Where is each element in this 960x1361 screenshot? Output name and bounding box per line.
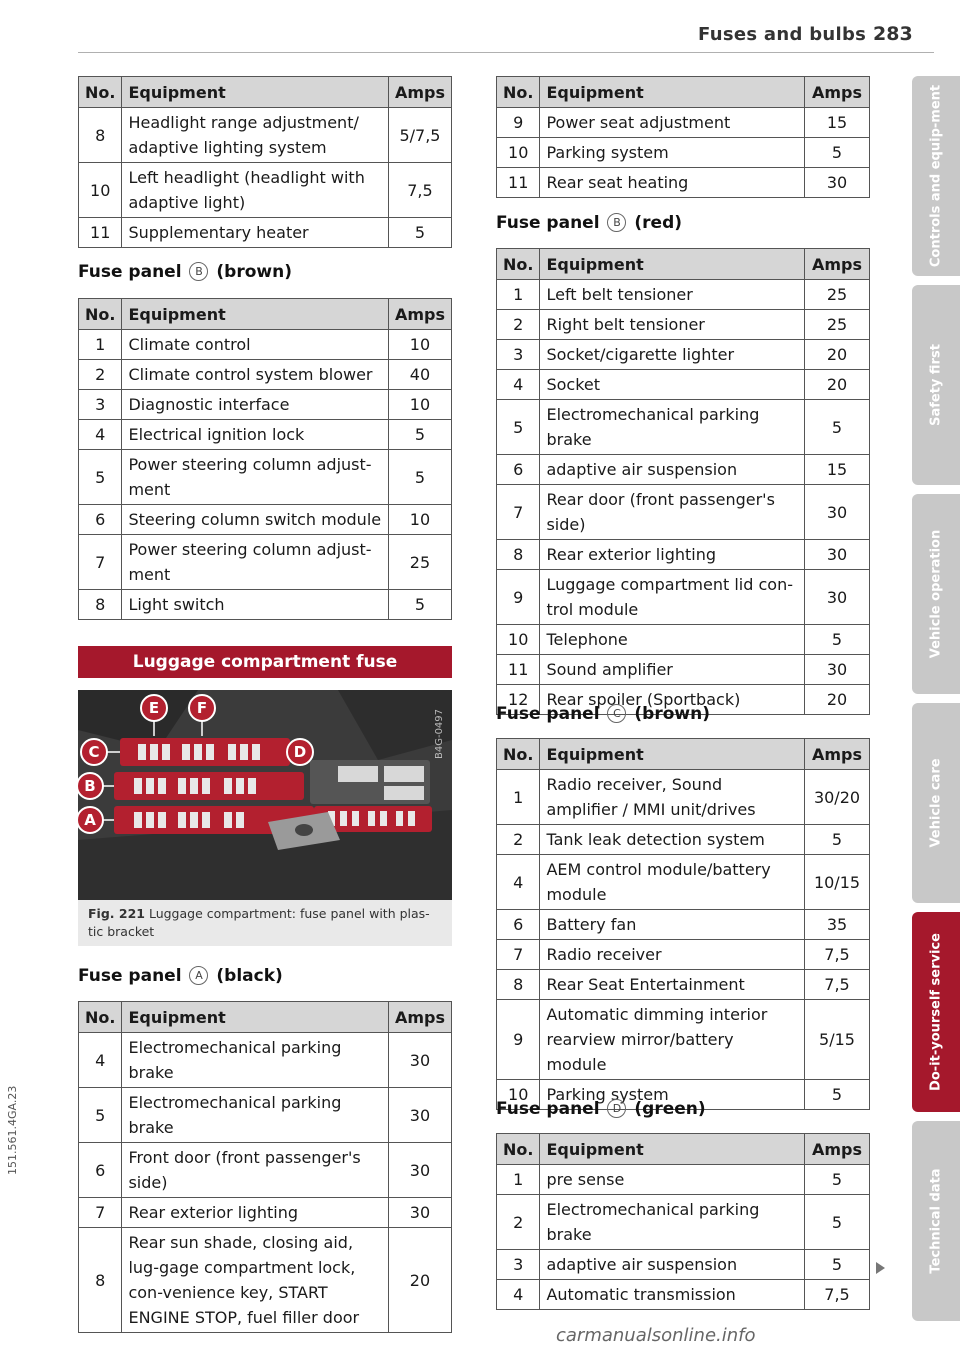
cell-no: 1 <box>497 280 540 310</box>
table-row <box>79 450 452 505</box>
cell-equipment: Luggage compartment lid con-trol module <box>540 570 805 625</box>
col-no: No. <box>79 299 122 330</box>
table-row <box>497 340 870 370</box>
col-no: No. <box>497 1134 540 1165</box>
col-no: No. <box>497 739 540 770</box>
cell-equipment: Rear exterior lighting <box>540 540 805 570</box>
cell-amps: 7,5 <box>805 1280 870 1310</box>
cell-equipment: Automatic dimming interior rearview mirror/battery module <box>540 1000 805 1080</box>
watermark: carmanualsonline.info <box>556 1325 756 1346</box>
heading-panel-b-red: Fuse panel B (red) <box>496 213 683 233</box>
table-row <box>79 1143 452 1198</box>
cell-no: 9 <box>497 108 540 138</box>
col-amps: Amps <box>388 1002 451 1033</box>
cell-equipment: Power seat adjustment <box>540 108 805 138</box>
callout-c-label: C <box>88 743 100 761</box>
table-top-left <box>78 76 452 248</box>
cell-no: 6 <box>79 1143 122 1198</box>
cell-equipment: Diagnostic interface <box>122 390 389 420</box>
cell-amps: 30 <box>388 1033 451 1088</box>
callout-a-label: A <box>84 811 96 829</box>
table-row <box>79 420 452 450</box>
cell-no: 2 <box>497 825 540 855</box>
table-row <box>497 310 870 340</box>
cell-amps: 10 <box>388 330 451 360</box>
table-row <box>497 108 870 138</box>
cell-amps: 30 <box>388 1143 451 1198</box>
cell-equipment: Tank leak detection system <box>540 825 805 855</box>
cell-equipment: Electromechanical parking brake <box>540 400 805 455</box>
cell-equipment: Sound amplifier <box>540 655 805 685</box>
cell-equipment: Socket <box>540 370 805 400</box>
heading-panel-a-black: Fuse panel A (black) <box>78 966 283 986</box>
cell-no: 7 <box>497 485 540 540</box>
cell-amps: 5 <box>805 625 870 655</box>
table-row <box>79 590 452 620</box>
cell-amps: 5 <box>805 825 870 855</box>
cell-amps: 5 <box>805 1165 870 1195</box>
cell-amps: 15 <box>805 108 870 138</box>
col-amps: Amps <box>805 739 870 770</box>
table-row <box>79 218 452 248</box>
cell-equipment: adaptive air suspension <box>540 1250 805 1280</box>
cell-amps: 20 <box>388 1228 451 1333</box>
cell-no: 2 <box>79 360 122 390</box>
table-panel-b-brown <box>78 298 452 620</box>
cell-equipment: Electrical ignition lock <box>122 420 389 450</box>
cell-amps: 7,5 <box>805 940 870 970</box>
cell-equipment: Climate control <box>122 330 389 360</box>
running-header-title: Fuses and bulbs <box>698 24 867 45</box>
cell-no: 1 <box>79 330 122 360</box>
cell-equipment: Power steering column adjust-ment <box>122 535 389 590</box>
page-number: 283 <box>873 23 913 45</box>
figure-code: B4G-0497 <box>434 708 445 760</box>
cell-amps: 20 <box>805 685 870 715</box>
cell-amps: 20 <box>805 340 870 370</box>
cell-no: 10 <box>79 163 122 218</box>
circle-letter-icon: D <box>607 1099 626 1118</box>
table-row <box>497 1250 870 1280</box>
cell-equipment: Socket/cigarette lighter <box>540 340 805 370</box>
cell-amps: 15 <box>805 455 870 485</box>
cell-amps: 5 <box>805 1080 870 1110</box>
col-amps: Amps <box>805 77 870 108</box>
cell-equipment: Front door (front passenger's side) <box>122 1143 389 1198</box>
cell-equipment: Left headlight (headlight with adaptive light) <box>122 163 389 218</box>
table-row <box>79 1198 452 1228</box>
tab-vehicle-care[interactable]: Vehicle care <box>912 703 960 903</box>
table-row <box>497 1165 870 1195</box>
table-row <box>497 855 870 910</box>
table-row <box>497 970 870 1000</box>
cell-no: 11 <box>497 168 540 198</box>
callout-d-label: D <box>293 743 307 761</box>
table-row <box>79 108 452 163</box>
tab-vehicle-operation[interactable]: Vehicle operation <box>912 494 960 694</box>
cell-no: 7 <box>497 940 540 970</box>
figure-caption: Fig. 221 Luggage compartment: fuse panel with plas-tic bracket <box>88 906 430 939</box>
table-row <box>497 370 870 400</box>
table-row <box>79 360 452 390</box>
table-row <box>497 168 870 198</box>
circle-letter-icon: A <box>189 966 208 985</box>
cell-no: 2 <box>497 310 540 340</box>
tab-do-it-yourself[interactable]: Do-it-yourself service <box>912 912 960 1112</box>
table-row <box>497 770 870 825</box>
table-panel-d-green <box>496 1133 870 1310</box>
cell-equipment: adaptive air suspension <box>540 455 805 485</box>
cell-amps: 30 <box>805 655 870 685</box>
cell-equipment: Electromechanical parking brake <box>122 1088 389 1143</box>
cell-no: 7 <box>79 535 122 590</box>
cell-amps: 25 <box>805 280 870 310</box>
cell-equipment: Radio receiver, Sound amplifier / MMI unit/drives <box>540 770 805 825</box>
cell-no: 2 <box>497 1195 540 1250</box>
cell-no: 6 <box>79 505 122 535</box>
cell-amps: 30 <box>805 540 870 570</box>
cell-equipment: Headlight range adjustment/ adaptive lighting system <box>122 108 389 163</box>
heading-panel-c-brown: Fuse panel C (brown) <box>496 704 710 724</box>
cell-amps: 7,5 <box>388 163 451 218</box>
cell-equipment: Telephone <box>540 625 805 655</box>
table-row <box>497 1280 870 1310</box>
table-row <box>497 570 870 625</box>
cell-amps: 5/15 <box>805 1000 870 1080</box>
col-no: No. <box>79 77 122 108</box>
col-amps: Amps <box>805 1134 870 1165</box>
table-row <box>497 138 870 168</box>
cell-no: 6 <box>497 910 540 940</box>
cell-no: 4 <box>497 1280 540 1310</box>
cell-equipment: Rear sun shade, closing aid, lug-gage compartment lock, con-venience key, START ENGINE STOP, fuel filler door <box>122 1228 389 1333</box>
tab-safety-first[interactable]: Safety first <box>912 285 960 485</box>
continue-arrow-icon <box>876 1262 885 1274</box>
cell-no: 1 <box>497 770 540 825</box>
cell-no: 4 <box>497 855 540 910</box>
cell-amps: 30 <box>388 1198 451 1228</box>
cell-equipment: Rear door (front passenger's side) <box>540 485 805 540</box>
cell-equipment: Radio receiver <box>540 940 805 970</box>
cell-amps: 40 <box>388 360 451 390</box>
col-amps: Amps <box>805 249 870 280</box>
cell-equipment: Rear seat heating <box>540 168 805 198</box>
cell-equipment: Parking system <box>540 1080 805 1110</box>
circle-letter-icon: B <box>189 262 208 281</box>
table-row <box>497 1195 870 1250</box>
cell-amps: 5 <box>388 218 451 248</box>
callout-b-label: B <box>84 777 96 795</box>
table-row <box>497 540 870 570</box>
table-row <box>497 910 870 940</box>
col-equipment: Equipment <box>122 1002 389 1033</box>
cell-amps: 30 <box>805 570 870 625</box>
table-row <box>79 505 452 535</box>
table-row <box>79 1088 452 1143</box>
cell-equipment: Light switch <box>122 590 389 620</box>
cell-amps: 30 <box>388 1088 451 1143</box>
fuse-box-illustration <box>78 690 452 900</box>
cell-amps: 25 <box>805 310 870 340</box>
cell-equipment: Steering column switch module <box>122 505 389 535</box>
cell-no: 4 <box>497 370 540 400</box>
section-banner: Luggage compartment fuse <box>78 646 452 678</box>
table-panel-b-red <box>496 248 870 715</box>
cell-amps: 10/15 <box>805 855 870 910</box>
col-amps: Amps <box>388 299 451 330</box>
table-row <box>79 390 452 420</box>
cell-equipment: Supplementary heater <box>122 218 389 248</box>
cell-equipment: Electromechanical parking brake <box>540 1195 805 1250</box>
cell-no: 5 <box>497 400 540 455</box>
cell-equipment: Power steering column adjust-ment <box>122 450 389 505</box>
tab-technical-data[interactable]: Technical data <box>912 1121 960 1321</box>
table-top-right <box>496 76 870 198</box>
heading-panel-b-brown: Fuse panel B (brown) <box>78 262 292 282</box>
circle-letter-icon: B <box>607 213 626 232</box>
cell-equipment: Rear spoiler (Sportback) <box>540 685 805 715</box>
cell-no: 7 <box>79 1198 122 1228</box>
cell-equipment: Rear Seat Entertainment <box>540 970 805 1000</box>
cell-amps: 5 <box>805 1195 870 1250</box>
cell-amps: 5 <box>388 590 451 620</box>
cell-amps: 10 <box>388 505 451 535</box>
cell-no: 11 <box>497 655 540 685</box>
table-row <box>79 330 452 360</box>
cell-amps: 10 <box>388 390 451 420</box>
cell-no: 9 <box>497 570 540 625</box>
cell-amps: 5 <box>805 1250 870 1280</box>
cell-amps: 20 <box>805 370 870 400</box>
table-row <box>79 1228 452 1333</box>
cell-amps: 7,5 <box>805 970 870 1000</box>
cell-amps: 5 <box>388 450 451 505</box>
heading-panel-d-green: Fuse panel D (green) <box>496 1099 706 1119</box>
cell-no: 10 <box>497 625 540 655</box>
cell-no: 12 <box>497 685 540 715</box>
table-row <box>497 625 870 655</box>
cell-amps: 30 <box>805 168 870 198</box>
cell-amps: 5 <box>805 400 870 455</box>
table-row <box>497 455 870 485</box>
cell-no: 8 <box>497 970 540 1000</box>
table-row <box>497 485 870 540</box>
cell-no: 8 <box>79 108 122 163</box>
table-panel-a-black <box>78 1001 452 1333</box>
table-row <box>497 280 870 310</box>
cell-no: 4 <box>79 1033 122 1088</box>
circle-letter-icon: C <box>607 704 626 723</box>
cell-no: 5 <box>79 450 122 505</box>
cell-equipment: Climate control system blower <box>122 360 389 390</box>
cell-equipment: Right belt tensioner <box>540 310 805 340</box>
cell-no: 1 <box>497 1165 540 1195</box>
cell-amps: 25 <box>388 535 451 590</box>
cell-no: 8 <box>497 540 540 570</box>
table-row <box>497 655 870 685</box>
cell-no: 8 <box>79 590 122 620</box>
col-no: No. <box>79 1002 122 1033</box>
table-row <box>497 940 870 970</box>
cell-no: 4 <box>79 420 122 450</box>
col-equipment: Equipment <box>540 739 805 770</box>
fuse-box-photo <box>78 690 452 900</box>
table-row <box>497 1000 870 1080</box>
col-no: No. <box>497 77 540 108</box>
cell-equipment: Rear exterior lighting <box>122 1198 389 1228</box>
cell-no: 10 <box>497 1080 540 1110</box>
cell-amps: 5 <box>805 138 870 168</box>
cell-equipment: Battery fan <box>540 910 805 940</box>
col-no: No. <box>497 249 540 280</box>
header-rule <box>78 52 934 53</box>
table-row <box>497 825 870 855</box>
cell-no: 3 <box>79 390 122 420</box>
cell-no: 10 <box>497 138 540 168</box>
cell-no: 3 <box>497 340 540 370</box>
col-amps: Amps <box>388 77 451 108</box>
col-equipment: Equipment <box>122 299 389 330</box>
table-row <box>79 535 452 590</box>
cell-equipment: Parking system <box>540 138 805 168</box>
cell-amps: 35 <box>805 910 870 940</box>
col-equipment: Equipment <box>122 77 389 108</box>
col-equipment: Equipment <box>540 1134 805 1165</box>
cell-equipment: Electromechanical parking brake <box>122 1033 389 1088</box>
cell-no: 3 <box>497 1250 540 1280</box>
col-equipment: Equipment <box>540 77 805 108</box>
callout-e-label: E <box>148 699 160 717</box>
col-equipment: Equipment <box>540 249 805 280</box>
table-row <box>79 163 452 218</box>
cell-amps: 30/20 <box>805 770 870 825</box>
table-row <box>79 1033 452 1088</box>
cell-amps: 5 <box>388 420 451 450</box>
tab-controls[interactable]: Controls and equip-ment <box>912 76 960 276</box>
cell-equipment: AEM control module/battery module <box>540 855 805 910</box>
cell-equipment: Left belt tensioner <box>540 280 805 310</box>
document-code: 151.561.4GA.23 <box>6 1085 19 1175</box>
cell-no: 6 <box>497 455 540 485</box>
cell-no: 8 <box>79 1228 122 1333</box>
cell-amps: 5/7,5 <box>388 108 451 163</box>
table-row <box>497 400 870 455</box>
cell-equipment: pre sense <box>540 1165 805 1195</box>
table-panel-c-brown <box>496 738 870 1110</box>
cell-amps: 30 <box>805 485 870 540</box>
cell-equipment: Automatic transmission <box>540 1280 805 1310</box>
cell-no: 5 <box>79 1088 122 1143</box>
cell-no: 11 <box>79 218 122 248</box>
callout-f-label: F <box>196 699 208 717</box>
cell-no: 9 <box>497 1000 540 1080</box>
